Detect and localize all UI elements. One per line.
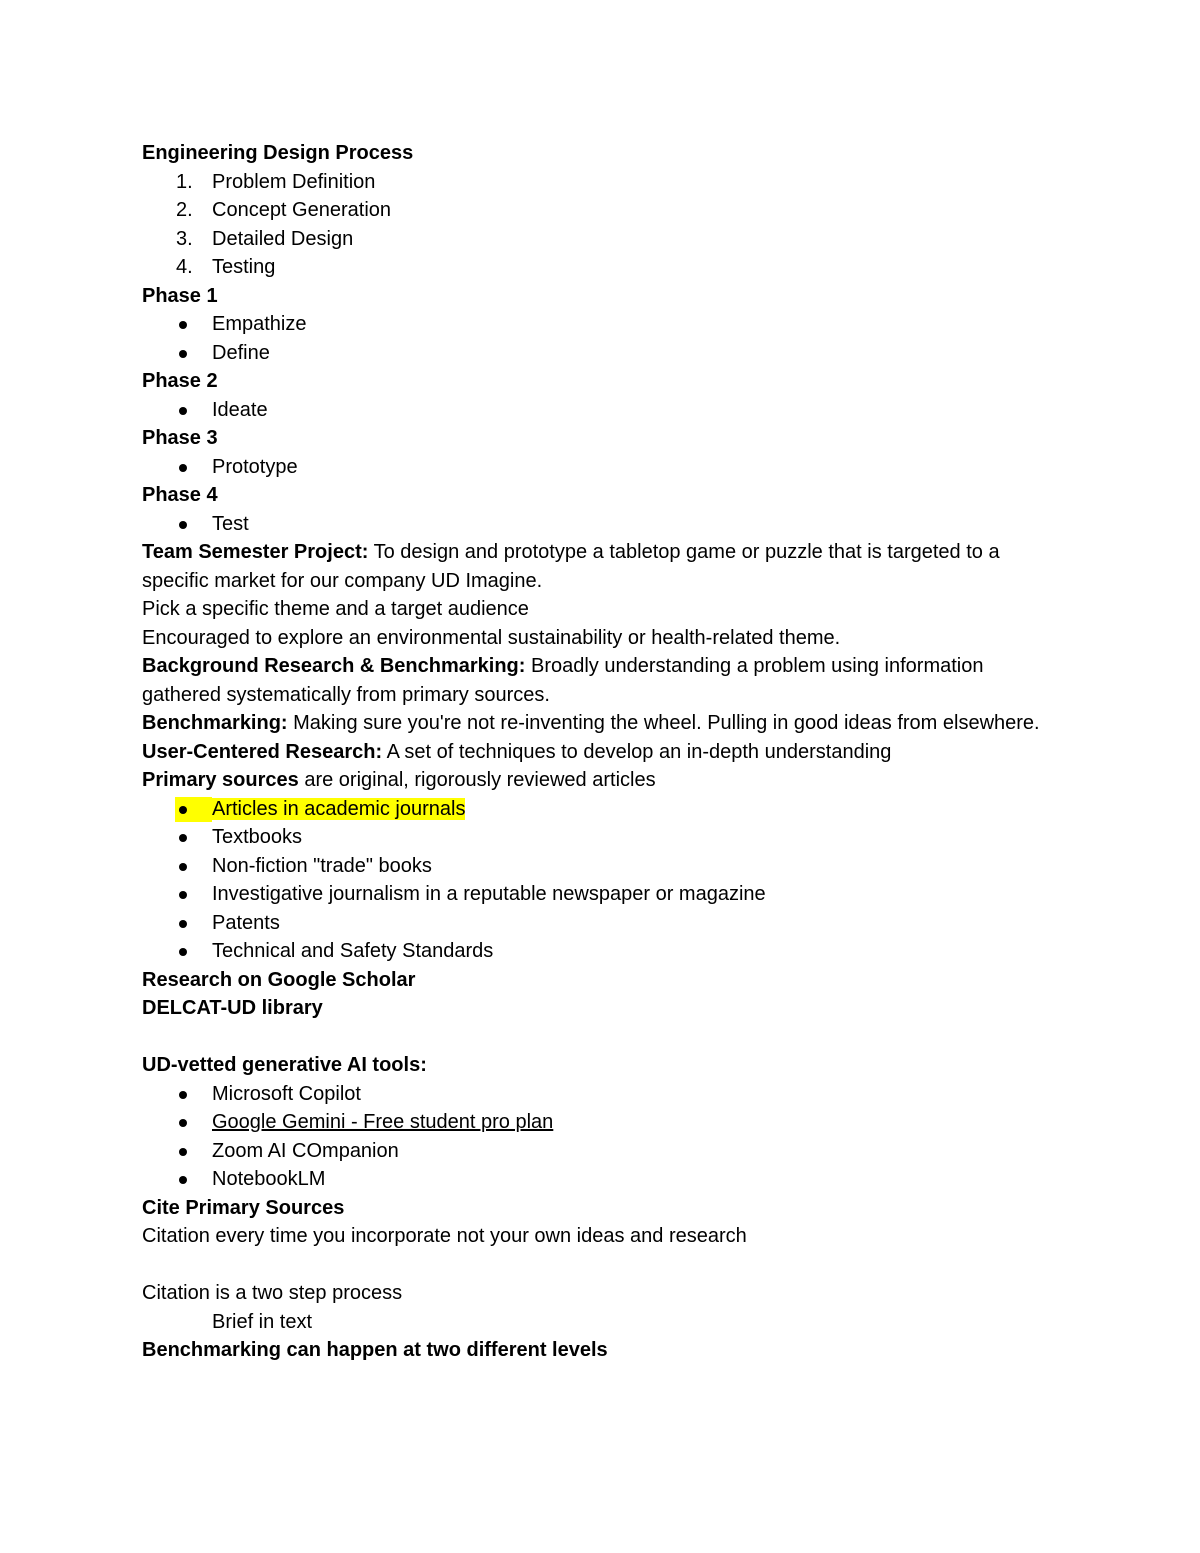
document-page bbox=[142, 139, 1062, 1365]
bullet-icon bbox=[179, 948, 187, 956]
cite-line: Citation every time you incorporate not your own ideas and research bbox=[142, 1225, 747, 1247]
list-item bbox=[142, 396, 1062, 425]
list-item bbox=[142, 852, 1062, 881]
list-item bbox=[142, 196, 1062, 225]
list-item-text: Detailed Design bbox=[212, 227, 354, 250]
project-line: Pick a specific theme and a target audience bbox=[142, 598, 529, 620]
phase-heading: Phase 1 bbox=[142, 284, 218, 307]
cite-indented-line: Brief in text bbox=[212, 1310, 313, 1333]
list-item bbox=[142, 168, 1062, 197]
bullet-icon bbox=[179, 920, 187, 928]
list-item-text: Technical and Safety Standards bbox=[212, 940, 494, 962]
bullet-icon bbox=[179, 1119, 187, 1127]
list-item-text: Patents bbox=[212, 911, 280, 934]
benchmarking-text: Making sure you're not re-inventing the wheel. Pulling in good ideas from elsewhere. bbox=[287, 712, 1040, 734]
list-item bbox=[142, 909, 1062, 938]
benchmark-levels-heading: Benchmarking can happen at two different levels bbox=[142, 1339, 608, 1361]
list-item bbox=[142, 937, 1062, 966]
user-research-paragraph bbox=[142, 738, 1062, 767]
list-item-text: Testing bbox=[212, 256, 276, 278]
background-paragraph bbox=[142, 652, 1062, 709]
list-number: 3. bbox=[176, 227, 193, 250]
bullet-icon bbox=[179, 834, 187, 842]
bullet-icon bbox=[179, 1091, 187, 1099]
list-item bbox=[142, 880, 1062, 909]
list-item-highlighted bbox=[142, 795, 1062, 824]
list-item-text: Prototype bbox=[212, 455, 298, 478]
list-item bbox=[142, 1108, 1062, 1137]
bullet-icon bbox=[179, 350, 187, 358]
project-paragraph bbox=[142, 538, 1062, 595]
project-line: Encouraged to explore an environmental sustainability or health-related theme. bbox=[142, 626, 841, 649]
user-research-text: A set of techniques to develop an in-depth understanding bbox=[382, 740, 892, 763]
benchmarking-paragraph bbox=[142, 709, 1062, 738]
delcat-heading: DELCAT-UD library bbox=[142, 997, 323, 1019]
list-item-text: Ideate bbox=[212, 398, 268, 421]
benchmarking-label: Benchmarking: bbox=[142, 712, 288, 734]
list-item-text: Non-fiction "trade" books bbox=[212, 854, 432, 877]
process-steps-list bbox=[142, 168, 1062, 282]
cite-heading: Cite Primary Sources bbox=[142, 1196, 345, 1219]
list-item-text: Zoom AI COmpanion bbox=[212, 1139, 399, 1162]
ai-tools-heading: UD-vetted generative AI tools: bbox=[142, 1054, 427, 1076]
doc-title: Engineering Design Process bbox=[142, 142, 414, 164]
gemini-link[interactable]: Google Gemini - Free student pro plan bbox=[212, 1111, 554, 1133]
primary-sources-paragraph bbox=[142, 766, 1062, 795]
bullet-icon bbox=[179, 863, 187, 871]
list-item-text: Problem Definition bbox=[212, 170, 376, 193]
blank-line bbox=[142, 1251, 1062, 1280]
list-item-text: Microsoft Copilot bbox=[212, 1082, 361, 1105]
primary-sources-text: are original, rigorously reviewed articles bbox=[298, 769, 656, 791]
bullet-icon bbox=[179, 521, 187, 529]
list-item bbox=[142, 1080, 1062, 1109]
list-item bbox=[142, 253, 1062, 282]
list-item-text: Investigative journalism in a reputable newspaper or magazine bbox=[212, 883, 766, 905]
list-item bbox=[142, 1137, 1062, 1166]
list-item bbox=[142, 823, 1062, 852]
bullet-icon bbox=[179, 806, 187, 814]
list-item bbox=[142, 1165, 1062, 1194]
user-research-label: User-Centered Research: bbox=[142, 740, 383, 763]
list-item-text: Test bbox=[212, 512, 249, 535]
background-text: Broadly understanding a problem using information gathered systematically from primary sources. bbox=[142, 655, 984, 706]
project-text: To design and prototype a tabletop game or puzzle that is targeted to a specific market for our company UD Imagine. bbox=[142, 541, 1000, 592]
list-item-text: Articles in academic journals bbox=[212, 797, 466, 820]
list-number: 4. bbox=[176, 256, 193, 278]
list-item bbox=[142, 310, 1062, 339]
list-item bbox=[142, 339, 1062, 368]
list-item bbox=[142, 225, 1062, 254]
blank-line bbox=[142, 1023, 1062, 1052]
cite-line: Citation is a two step process bbox=[142, 1282, 403, 1304]
list-number: 1. bbox=[176, 170, 193, 193]
bullet-icon bbox=[179, 321, 187, 329]
project-label: Team Semester Project: bbox=[142, 541, 369, 563]
list-item-text: Concept Generation bbox=[212, 199, 392, 221]
list-item-text: NotebookLM bbox=[212, 1168, 326, 1190]
background-label: Background Research & Benchmarking: bbox=[142, 655, 526, 677]
list-item-text: Define bbox=[212, 341, 270, 364]
list-item bbox=[142, 510, 1062, 539]
scholar-heading: Research on Google Scholar bbox=[142, 968, 416, 991]
list-item-text: Textbooks bbox=[212, 826, 303, 848]
bullet-icon bbox=[179, 407, 187, 415]
bullet-icon bbox=[179, 1176, 187, 1184]
list-number: 2. bbox=[176, 199, 193, 221]
bullet-icon bbox=[179, 891, 187, 899]
bullet-icon bbox=[179, 1148, 187, 1156]
list-item-text: Empathize bbox=[212, 313, 307, 335]
phase-heading: Phase 3 bbox=[142, 427, 218, 449]
bullet-icon bbox=[179, 464, 187, 472]
list-item bbox=[142, 453, 1062, 482]
phase-heading: Phase 2 bbox=[142, 370, 218, 392]
phase-heading: Phase 4 bbox=[142, 484, 218, 506]
primary-sources-label: Primary sources bbox=[142, 769, 299, 791]
